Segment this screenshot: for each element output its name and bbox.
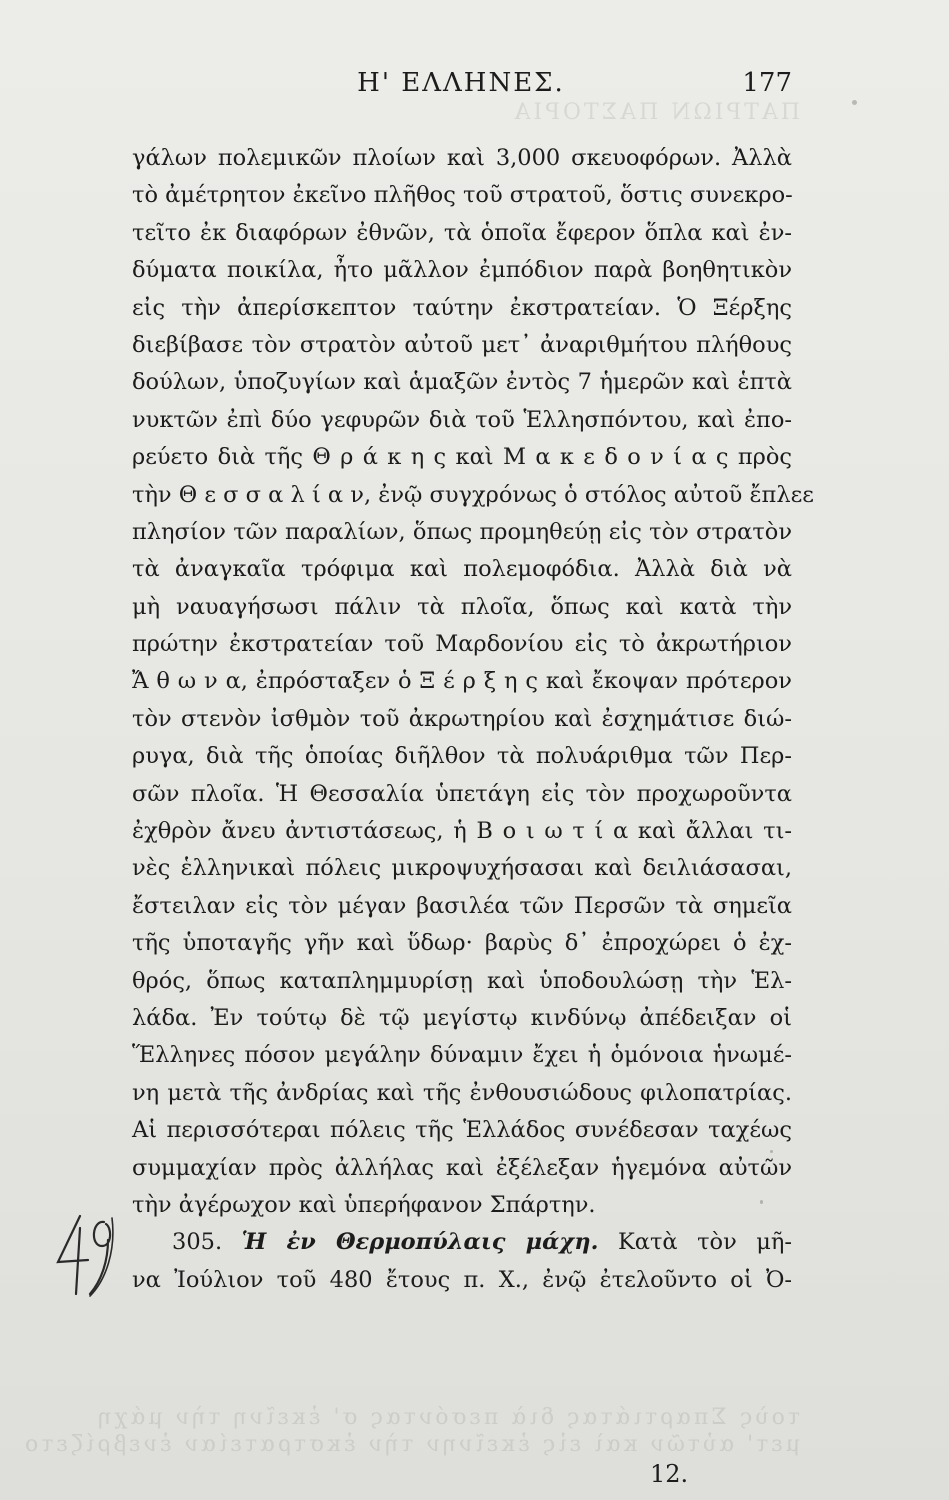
text-line: πλησίον τῶν παραλίων, ὅπως προμηθεύῃ εἰς τὸν στρατὸν bbox=[132, 518, 792, 545]
text-line: ρεύετο διὰ τῆς Θ ρ ά κ η ς καὶ Μ α κ ε δ ο ν ί α ς πρὸς bbox=[132, 444, 792, 471]
signature-mark: 12. bbox=[650, 1460, 689, 1488]
page-number: 177 bbox=[742, 68, 792, 98]
section-heading-line bbox=[132, 1224, 792, 1261]
bleed-through-footer-2: μετ' αὐτῶν καὶ εἰς ἐκεῖνην τὴν ἐκστρατείαν ἐνεβρίζετο bbox=[22, 1432, 800, 1457]
text-line: ἔστειλαν εἰς τὸν μέγαν βασιλέα τῶν Περσῶν τὰ σημεῖα bbox=[132, 892, 792, 919]
text-line: Αἱ περισσότεραι πόλεις τῆς Ἑλλάδος συνέδεσαν ταχέως bbox=[132, 1117, 792, 1144]
page-header bbox=[130, 68, 792, 104]
text-line: θρός, ὅπως καταπλημμυρίσῃ καὶ ὑποδουλώσῃ τὴν Ἑλ- bbox=[132, 967, 792, 994]
text-line: ἐχθρὸν ἄνευ ἀντιστάσεως, ἡ Β ο ι ω τ ί α καὶ ἄλλαι τι- bbox=[132, 818, 792, 845]
text-line: συμμαχίαν πρὸς ἀλλήλας καὶ ἐξέλεξαν ἡγεμόνα αὐτῶν bbox=[132, 1154, 792, 1181]
ink-speck bbox=[760, 1200, 763, 1204]
text-line: νὲς ἑλληνικαὶ πόλεις μικροψυχήσασαι καὶ δειλιάσασαι, bbox=[132, 855, 792, 882]
section-heading-rest: Κατὰ τὸν μῆ- bbox=[617, 1229, 793, 1256]
section-title: Ἡ ἐν Θερμοπύλαις μάχη. bbox=[241, 1229, 599, 1256]
text-line: τὴν Θ ε σ σ α λ ί α ν, ἐνῷ συγχρόνως ὁ στόλος αὐτοῦ ἔπλεε bbox=[132, 481, 814, 508]
text-line: δούλων, ὑποζυγίων καὶ ἁμαξῶν ἐντὸς 7 ἡμερῶν καὶ ἑπτὰ bbox=[132, 369, 792, 396]
text-line: σῶν πλοῖα. Ἡ Θεσσαλία ὑπετάγη εἰς τὸν προχωροῦντα bbox=[132, 780, 792, 807]
text-line: λάδα. Ἐν τούτῳ δὲ τῷ μεγίστῳ κινδύνῳ ἀπέδειξαν οἱ bbox=[132, 1004, 792, 1031]
text-line: νυκτῶν ἐπὶ δύο γεφυρῶν διὰ τοῦ Ἑλλησπόντου, καὶ ἐπο- bbox=[132, 406, 792, 433]
text-line: μὴ ναυαγήσωσι πάλιν τὰ πλοῖα, ὅπως καὶ κατὰ τὴν bbox=[132, 593, 792, 620]
text-line: πρώτην ἐκστρατείαν τοῦ Μαρδονίου εἰς τὸ ἀκρωτήριον bbox=[132, 631, 792, 658]
text-line: τῆς ὑποταγῆς γῆν καὶ ὕδωρ· βαρὺς δ᾽ ἐπροχώρει ὁ ἐχ- bbox=[132, 930, 792, 957]
text-line: τὸν στενὸν ἰσθμὸν τοῦ ἀκρωτηρίου καὶ ἐσχημάτισε διώ- bbox=[132, 705, 792, 732]
text-line: γάλων πολεμικῶν πλοίων καὶ 3,000 σκευοφόρων. Ἀλλὰ bbox=[132, 145, 792, 171]
ink-speck bbox=[770, 1150, 773, 1153]
text-line: τὸ ἀμέτρητον ἐκεῖνο πλῆθος τοῦ στρατοῦ, ὅστις συνεκρο- bbox=[132, 182, 793, 209]
text-line: τεῖτο ἐκ διαφόρων ἐθνῶν, τὰ ὁποῖα ἔφερον ὅπλα καὶ ἐν- bbox=[132, 219, 792, 246]
ink-speck bbox=[852, 100, 857, 105]
section-continuation-line: να Ἰούλιον τοῦ 480 ἔτους π. Χ., ἐνῷ ἐτελοῦντο οἱ Ὀ- bbox=[132, 1266, 792, 1293]
body-text bbox=[132, 140, 814, 1299]
text-line: τὰ ἀναγκαῖα τρόφιμα καὶ πολεμοφόδια. Ἀλλὰ διὰ νὰ bbox=[132, 556, 792, 583]
text-line: δύματα ποικίλα, ἦτο μᾶλλον ἐμπόδιον παρὰ βοηθητικὸν bbox=[132, 257, 792, 284]
text-line: εἰς τὴν ἀπερίσκεπτον ταύτην ἐκστρατείαν. Ὁ Ξέρξης bbox=[132, 294, 792, 321]
text-line: διεβίβασε τὸν στρατὸν αὐτοῦ μετ᾽ ἀναριθμήτου πλήθους bbox=[132, 331, 792, 358]
text-line: ρυγα, διὰ τῆς ὁποίας διῆλθον τὰ πολυάριθμα τῶν Περ- bbox=[132, 743, 792, 770]
bleed-through-footer-1: τοὺς Σπαρτιάτας διὰ πεσόντας σ' ἐκεῖνη τὴν μάχη bbox=[94, 1405, 800, 1430]
text-line: τὴν ἀγέρωχον καὶ ὑπερήφανον Σπάρτην. bbox=[132, 1191, 596, 1218]
text-line: νη μετὰ τῆς ἀνδρίας καὶ τῆς ἐνθουσιώδους φιλοπατρίας. bbox=[132, 1079, 792, 1106]
text-line: Ἕλληνες πόσον μεγάλην δύναμιν ἔχει ἡ ὁμόνοια ἡνωμέ- bbox=[132, 1042, 792, 1069]
text-line: Ἄ θ ω ν α, ἐπρόσταξεν ὁ Ξ έ ρ ξ η ς καὶ ἔκοψαν πρότερον bbox=[132, 668, 792, 695]
section-number: 305. bbox=[172, 1229, 223, 1256]
bleed-through-header: ΠΑΤΡΙΩΝ ΠΑΣΤΟΡΙΑ bbox=[511, 100, 800, 125]
handwritten-margin-note bbox=[50, 1210, 120, 1300]
running-title: Η' ΕΛΛΗΝΕΣ. bbox=[357, 68, 565, 98]
